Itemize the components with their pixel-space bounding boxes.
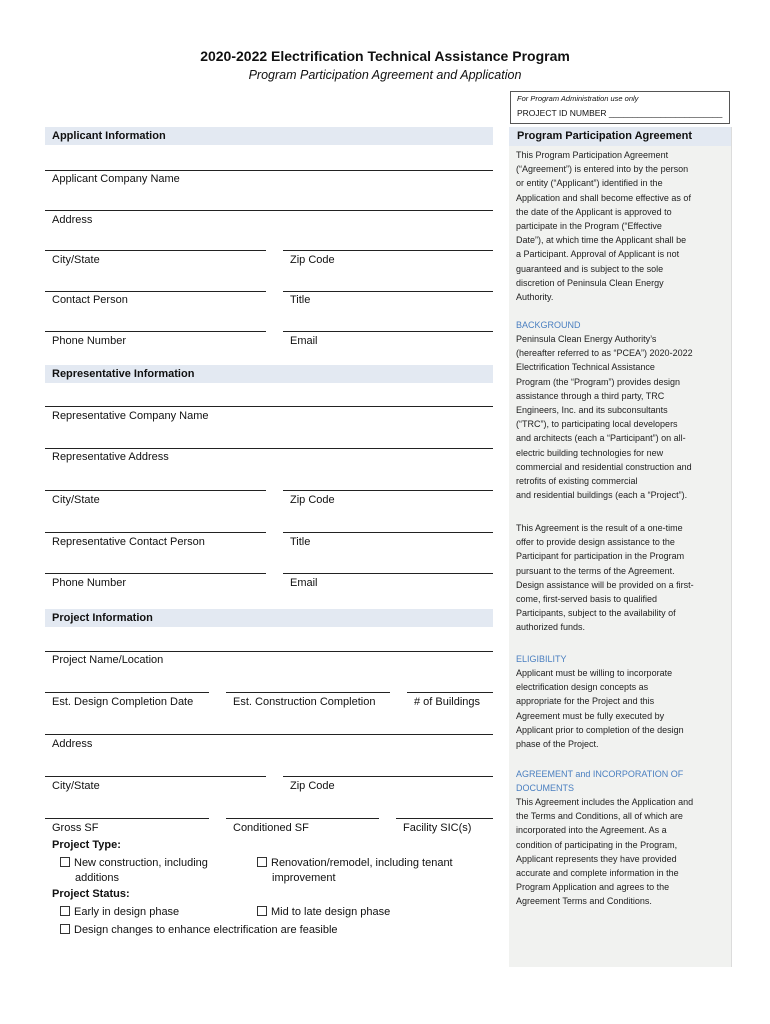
design-changes-label: Design changes to enhance electrification are feasible [74,924,338,936]
buildings-line[interactable] [407,692,493,693]
mid-late-design-label: Mid to late design phase [271,906,391,918]
representative-phone-label: Phone Number [52,577,126,589]
applicant-zip-line[interactable] [283,250,493,251]
conditioned-sf-label: Conditioned SF [233,822,309,834]
representative-title-label: Title [290,536,311,548]
representative-email-label: Email [290,577,318,589]
representative-title-line[interactable] [283,532,493,533]
representative-section-heading: Representative Information [45,365,493,383]
renovation-option[interactable] [257,856,497,886]
gross-sf-label: Gross SF [52,822,99,834]
representative-company-label: Representative Company Name [52,410,209,422]
applicant-section-heading: Applicant Information [45,127,493,145]
representative-email-line[interactable] [283,573,493,574]
project-address-label: Address [52,738,93,750]
mid-late-design-option[interactable] [257,905,390,920]
new-construction-option[interactable] [60,856,250,886]
project-city-line[interactable] [45,776,266,777]
applicant-address-label: Address [52,214,93,226]
new-construction-label-cont: additions [75,872,120,884]
result-text: This Agreement is the result of a one-time offer to provide design assistance to the Participant for participation in the Program pursuant to the terms of the Agreement. Design assistance will be provided on a first- come, first-served basis to qualified Participants, subject to the availability of authorized funds. [516,523,694,633]
applicant-contact-label: Contact Person [52,294,128,306]
renovation-label: Renovation/remodel, including tenant [271,857,453,869]
gross-sf-line[interactable] [45,818,209,819]
project-id-field[interactable]: PROJECT ID NUMBER ________________________ [517,108,723,118]
agreement-intro: This Program Participation Agreement (“Agreement”) is entered into by the person or entity (“Applicant”) identified in the Application and shall become effective as of the date of the Applicant is approved to participate in the Program (“Effective Date”), at which time the Applicant shall be a Participant. Approval of Applicant is not guaranteed and is subject to the sole discretion of Peninsula Clean Energy Authority. [516,150,691,303]
representative-address-label: Representative Address [52,451,169,463]
background-heading: BACKGROUND [516,320,581,330]
project-name-line[interactable] [45,651,493,652]
early-design-label: Early in design phase [74,906,180,918]
applicant-company-label: Applicant Company Name [52,173,180,185]
design-date-label: Est. Design Completion Date [52,696,194,708]
project-section-heading: Project Information [45,609,493,627]
renovation-checkbox[interactable] [257,857,267,867]
applicant-email-label: Email [290,335,318,347]
renovation-label-cont: improvement [272,872,336,884]
new-construction-checkbox[interactable] [60,857,70,867]
project-city-label: City/State [52,780,100,792]
conditioned-sf-line[interactable] [226,818,379,819]
incorporation-heading: AGREEMENT and INCORPORATION OF DOCUMENTS [516,769,684,794]
applicant-contact-line[interactable] [45,291,266,292]
applicant-title-line[interactable] [283,291,493,292]
representative-address-line[interactable] [45,448,493,449]
applicant-phone-label: Phone Number [52,335,126,347]
representative-city-label: City/State [52,494,100,506]
applicant-address-line[interactable] [45,210,493,211]
representative-phone-line[interactable] [45,573,266,574]
buildings-label: # of Buildings [414,696,481,708]
applicant-zip-label: Zip Code [290,254,335,266]
agreement-heading: Program Participation Agreement [509,127,731,146]
design-changes-checkbox[interactable] [60,924,70,934]
admin-note: For Program Administration use only [517,94,639,103]
background-text: Peninsula Clean Energy Authority’s (hereafter referred to as “PCEA”) 2020-2022 Electrification Technical Assistance Program (the “Program”) provides design assistance through a third party, TRC Engineers, Inc. and its subconsultants (“TRC”), to participating local developers and architects (each a “Participant”) on all- electric building technologies for new commercial and residential construction and retrofits of existing commercial and residential buildings (each a “Project”). [516,334,693,501]
early-design-checkbox[interactable] [60,906,70,916]
document-subtitle: Program Participation Agreement and Application [248,68,522,82]
design-changes-option[interactable] [60,923,338,938]
representative-city-line[interactable] [45,490,266,491]
project-name-label: Project Name/Location [52,654,164,666]
applicant-title-label: Title [290,294,311,306]
mid-late-design-checkbox[interactable] [257,906,267,916]
eligibility-heading: ELIGIBILITY [516,654,567,664]
representative-company-line[interactable] [45,406,493,407]
applicant-company-line[interactable] [45,170,493,171]
incorporation-text: This Agreement includes the Application and the Terms and Conditions, all of which are incorporated into the Agreement. As a condition of participating in the Program, Applicant represents they have provided accurate and complete information in the Program Application and agrees to the Agreement Terms and Conditions. [516,797,694,907]
sic-label: Facility SIC(s) [403,822,472,834]
applicant-city-line[interactable] [45,250,266,251]
design-date-line[interactable] [45,692,209,693]
construction-date-line[interactable] [226,692,390,693]
project-address-line[interactable] [45,734,493,735]
early-design-option[interactable] [60,905,179,920]
new-construction-label: New construction, including [74,857,208,869]
project-status-label: Project Status: [52,888,130,900]
applicant-email-line[interactable] [283,331,493,332]
applicant-city-label: City/State [52,254,100,266]
document-title: 2020-2022 Electrification Technical Assistance Program [200,48,570,64]
representative-zip-label: Zip Code [290,494,335,506]
applicant-phone-line[interactable] [45,331,266,332]
sic-line[interactable] [396,818,493,819]
construction-date-label: Est. Construction Completion [233,696,376,708]
project-zip-line[interactable] [283,776,493,777]
project-zip-label: Zip Code [290,780,335,792]
eligibility-text: Applicant must be willing to incorporate electrification design concepts as appropriate for the Project and this Agreement must be fully executed by Applicant prior to completion of the design phase of the Project. [516,668,684,750]
representative-contact-line[interactable] [45,532,266,533]
representative-contact-label: Representative Contact Person [52,536,205,548]
representative-zip-line[interactable] [283,490,493,491]
admin-box [510,91,730,124]
project-type-label: Project Type: [52,839,121,851]
